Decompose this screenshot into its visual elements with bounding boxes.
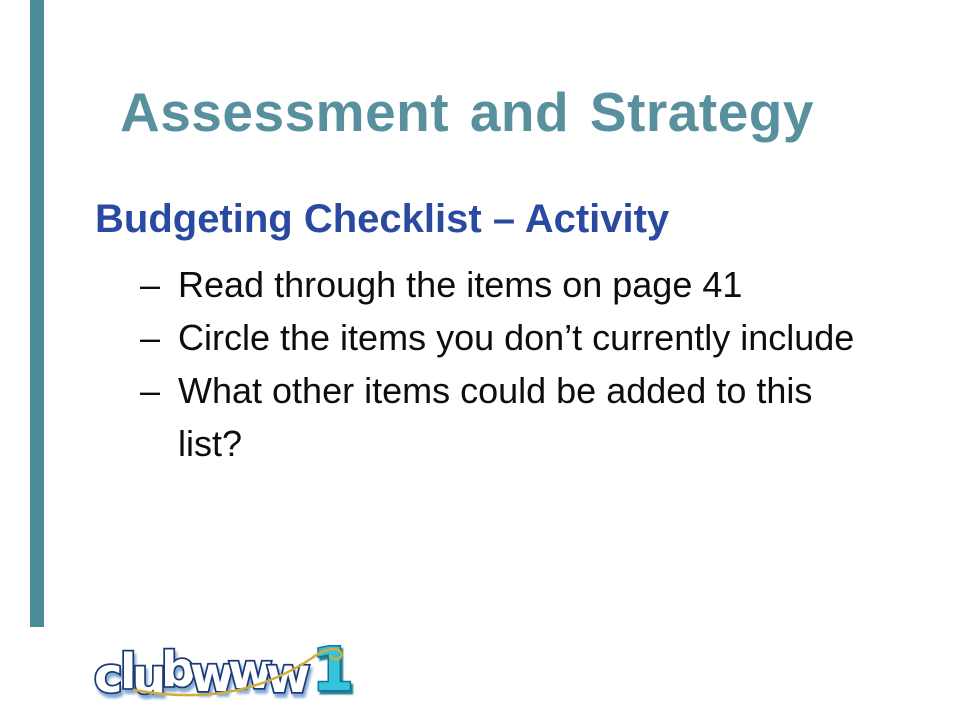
bullet-text: Circle the items you don’t currently include [178,317,855,358]
bullet-dash-icon: – [140,370,161,411]
clubwww1-logo [90,636,356,710]
bullet-text: What other items could be added to this list? [178,370,813,464]
logo-one-text: 1 [312,636,354,705]
logo-word-text: clubwww [94,642,311,705]
bullet-item [140,258,875,311]
bullet-text: Read through the items on page 41 [178,264,743,305]
bullet-item [140,364,875,470]
left-accent-bar [30,0,44,627]
slide-title: Assessment and Strategy [120,81,814,143]
bullet-dash-icon: – [140,264,161,305]
bullet-item [140,311,875,364]
section-heading: Budgeting Checklist – Activity [95,197,670,241]
bullet-dash-icon: – [140,317,161,358]
bullet-list [140,258,875,470]
